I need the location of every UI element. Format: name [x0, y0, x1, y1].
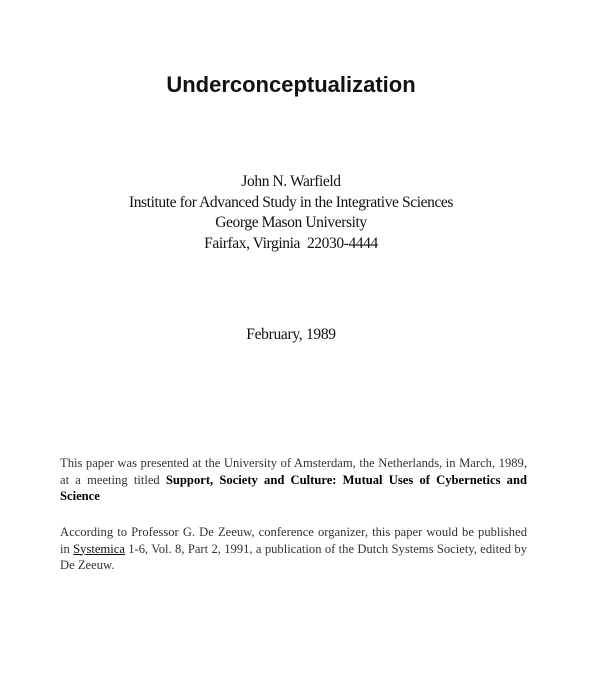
meeting-title: Support, Society and Culture: Mutual Uses of Cybernetics and Science — [60, 472, 527, 503]
publication-note-before: According to Professor G. De Zeeuw, conference organizer, this paper would be published in — [60, 525, 527, 556]
author-block — [0, 172, 582, 254]
author-institute: Institute for Advanced Study in the Integrative Sciences — [128, 193, 454, 211]
author-name: John N. Warfield — [241, 173, 341, 190]
journal-name: Systemica — [73, 541, 125, 556]
author-address: Fairfax, Virginia 22030-4444 — [204, 234, 378, 252]
author-university: George Mason University — [215, 214, 367, 231]
presentation-note-text: This paper was presented at the University of Amsterdam, the Netherlands, in March, 1989, at a meeting titled — [60, 456, 527, 487]
document-date: February, 1989 — [246, 326, 336, 343]
presentation-note — [60, 455, 527, 505]
publication-note — [60, 524, 527, 574]
document-title: Underconceptualization — [166, 72, 416, 97]
publication-note-after: 1-6, Vol. 8, Part 2, 1991, a publication of the Dutch Systems Society, edited by De Zeeuw. — [60, 541, 527, 572]
